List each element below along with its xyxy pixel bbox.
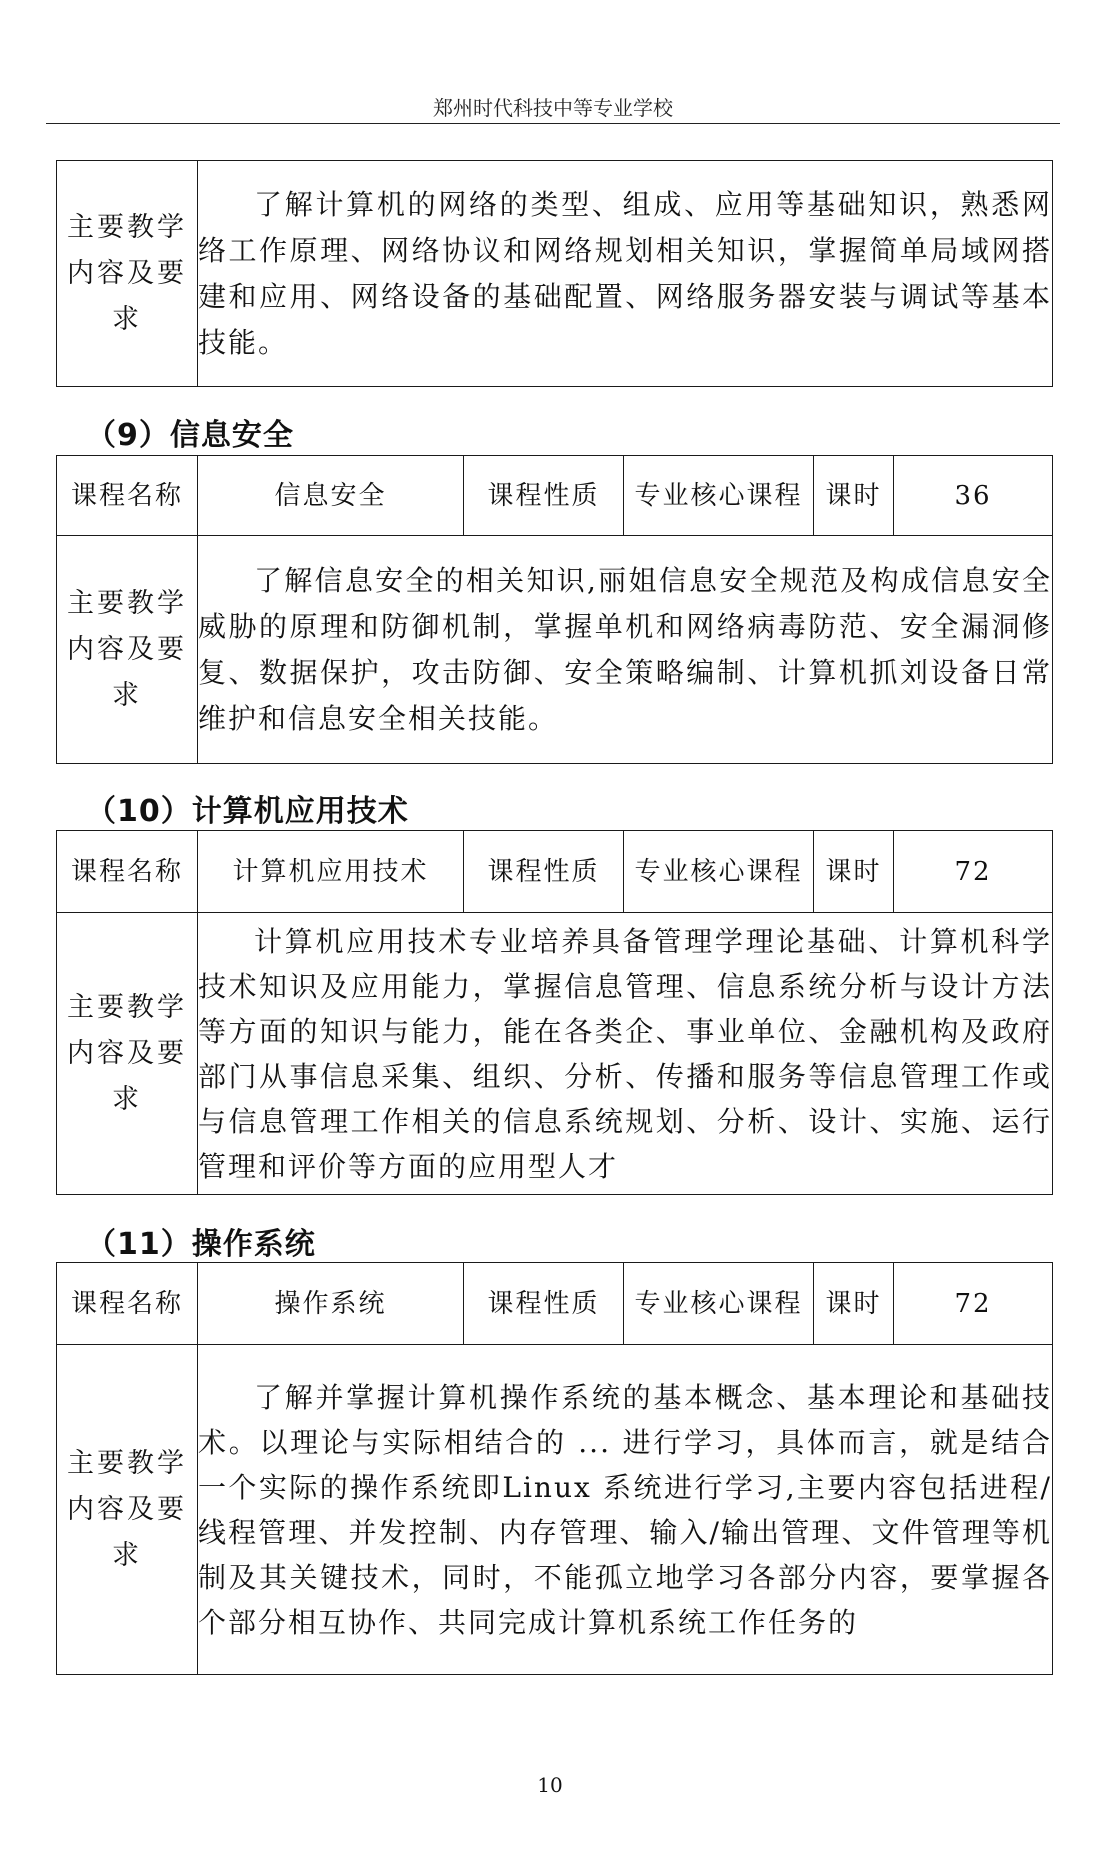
section-heading-9: （9）信息安全 bbox=[86, 418, 294, 453]
content-label: 主要教学内容及要求 bbox=[57, 1345, 198, 1675]
page-number: 10 bbox=[537, 1773, 563, 1797]
course-table-9 bbox=[56, 455, 1053, 764]
course-name-value: 计算机应用技术 bbox=[198, 831, 464, 913]
hours-label: 课时 bbox=[814, 456, 894, 536]
course-block-9 bbox=[56, 455, 1052, 764]
hours-value: 36 bbox=[894, 456, 1053, 536]
content-text: 了解信息安全的相关知识,丽姐信息安全规范及构成信息安全威胁的原理和防御机制，掌握单机和网络病毒防范、安全漏洞修复、数据保护，攻击防御、安全策略编制、计算机抓刘设备日常维护和信息安全相关技能。 bbox=[198, 536, 1053, 764]
course-block-11 bbox=[56, 1262, 1052, 1675]
course-name-label: 课程名称 bbox=[57, 1263, 198, 1345]
hours-label: 课时 bbox=[814, 831, 894, 913]
content-text: 了解并掌握计算机操作系统的基本概念、基本理论和基础技术。以理论与实际相结合的 ... 进行学习，具体而言，就是结合一个实际的操作系统即Linux 系统进行学习,主要内容包括进程/线程管理、并发控制、内存管理、输入/输出管理、文件管理等机制及其关键技术，同时，不能孤立地学习各部分内容，要掌握各个部分相互协作、共同完成计算机系统工作任务的 bbox=[198, 1345, 1053, 1675]
content-label: 主要教学内容及要求 bbox=[57, 536, 198, 764]
course-table-10 bbox=[56, 830, 1053, 1195]
course-nature-value: 专业核心课程 bbox=[624, 456, 814, 536]
course-nature-value: 专业核心课程 bbox=[624, 1263, 814, 1345]
course-name-value: 信息安全 bbox=[198, 456, 464, 536]
page-header: 郑州时代科技中等专业学校 bbox=[433, 96, 673, 120]
course-name-label: 课程名称 bbox=[57, 456, 198, 536]
course-name-value: 操作系统 bbox=[198, 1263, 464, 1345]
hours-value: 72 bbox=[894, 831, 1053, 913]
content-text: 计算机应用技术专业培养具备管理学理论基础、计算机科学技术知识及应用能力，掌握信息管理、信息系统分析与设计方法等方面的知识与能力，能在各类企、事业单位、金融机构及政府部门从事信息采集、组织、分析、传播和服务等信息管理工作或与信息管理工作相关的信息系统规划、分析、设计、实施、运行管理和评价等方面的应用型人才 bbox=[198, 913, 1053, 1195]
course-table-network bbox=[56, 160, 1053, 387]
course-block-network bbox=[56, 160, 1052, 387]
course-nature-label: 课程性质 bbox=[464, 1263, 624, 1345]
section-heading-10: （10）计算机应用技术 bbox=[86, 794, 409, 829]
course-nature-label: 课程性质 bbox=[464, 831, 624, 913]
course-name-label: 课程名称 bbox=[57, 831, 198, 913]
header-divider bbox=[46, 123, 1060, 124]
course-nature-label: 课程性质 bbox=[464, 456, 624, 536]
course-nature-value: 专业核心课程 bbox=[624, 831, 814, 913]
content-text: 了解计算机的网络的类型、组成、应用等基础知识，熟悉网络工作原理、网络协议和网络规划相关知识，掌握简单局域网搭建和应用、网络设备的基础配置、网络服务器安装与调试等基本技能。 bbox=[198, 161, 1053, 387]
section-heading-11: （11）操作系统 bbox=[86, 1227, 316, 1262]
course-block-10 bbox=[56, 830, 1052, 1195]
hours-label: 课时 bbox=[814, 1263, 894, 1345]
content-label: 主要教学内容及要求 bbox=[57, 161, 198, 387]
course-table-11 bbox=[56, 1262, 1053, 1675]
content-label: 主要教学内容及要求 bbox=[57, 913, 198, 1195]
hours-value: 72 bbox=[894, 1263, 1053, 1345]
